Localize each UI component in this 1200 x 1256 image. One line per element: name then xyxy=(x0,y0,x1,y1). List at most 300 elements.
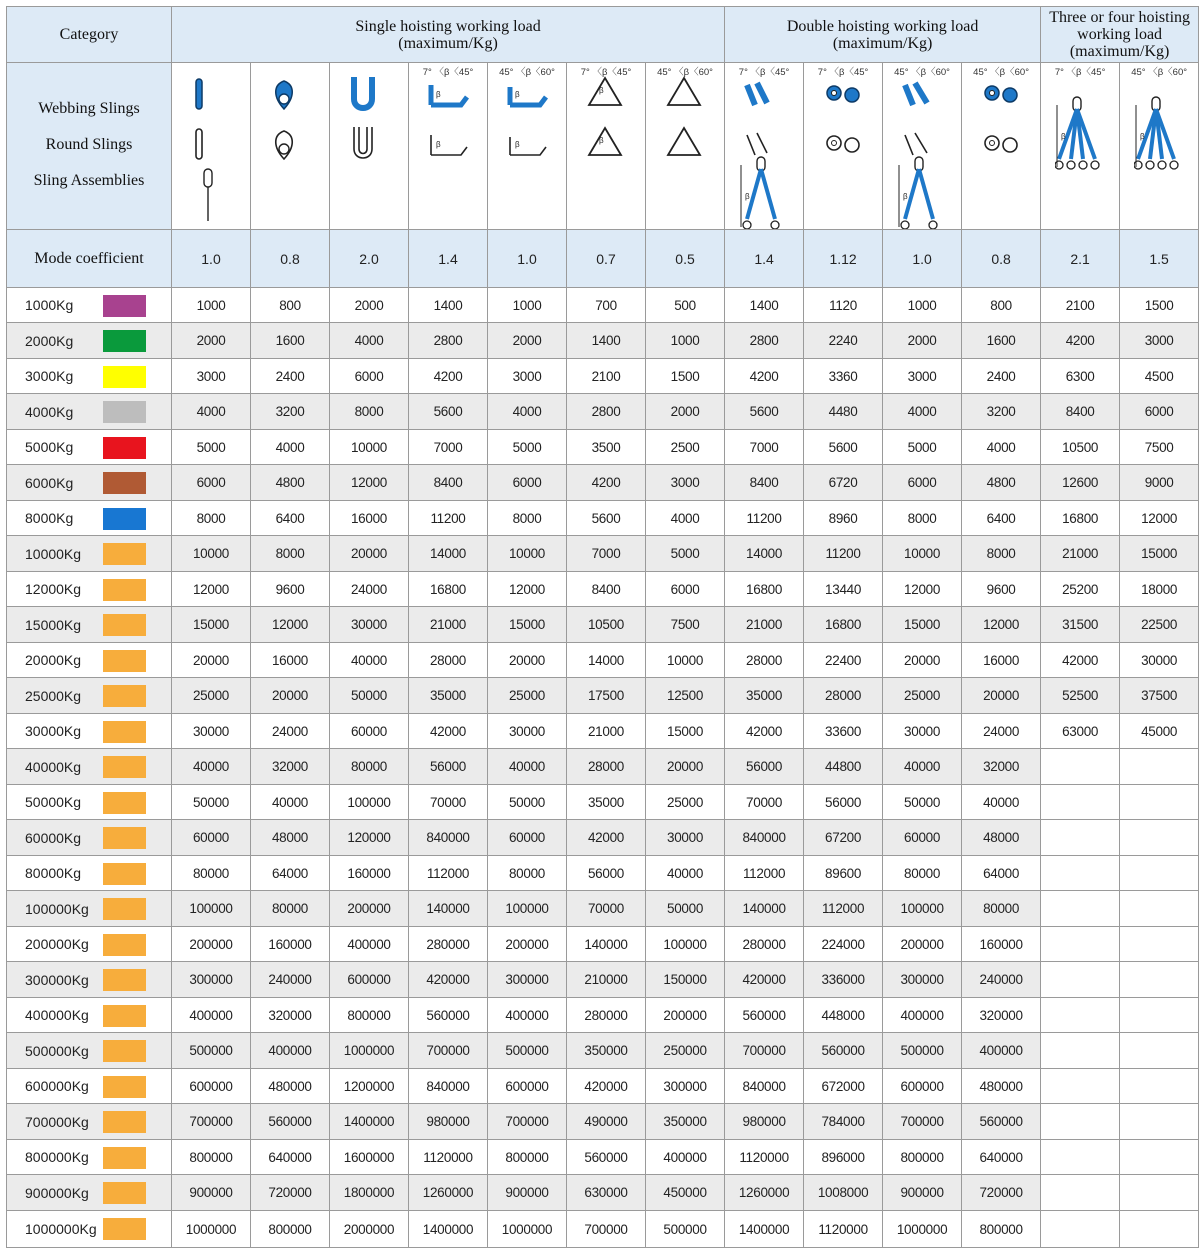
load-value-cell: 6300 xyxy=(1041,359,1120,394)
load-value-cell: 240000 xyxy=(962,962,1041,998)
load-value-cell xyxy=(1041,749,1120,785)
row-capacity-cell xyxy=(7,536,172,572)
load-value-cell: 60000 xyxy=(883,820,962,856)
load-value-cell: 50000 xyxy=(883,785,962,820)
angle-range-label: 45° 〈β〈60° xyxy=(894,67,950,78)
load-value-cell: 1120000 xyxy=(725,1140,804,1175)
load-value-cell: 1400000 xyxy=(409,1211,488,1248)
capacity-label: 1000Kg xyxy=(25,297,74,313)
load-value-cell: 1500 xyxy=(646,359,725,394)
webbing-sling-icon xyxy=(664,75,708,113)
load-value-cell: 5600 xyxy=(409,394,488,430)
load-value-cell: 60000 xyxy=(488,820,567,856)
category-header: Category xyxy=(7,7,172,63)
load-value-cell xyxy=(1120,962,1199,998)
load-value-cell: 300000 xyxy=(172,962,251,998)
three-four-title-line1: Three or four hoisting xyxy=(1049,9,1191,26)
table-row xyxy=(7,1175,1199,1211)
load-value-cell: 80000 xyxy=(251,891,330,927)
load-value-cell: 6000 xyxy=(646,572,725,607)
row-capacity-cell xyxy=(7,430,172,465)
load-value-cell: 28000 xyxy=(409,643,488,678)
load-value-cell: 160000 xyxy=(962,927,1041,962)
load-value-cell: 67200 xyxy=(804,820,883,856)
load-value-cell: 15000 xyxy=(1120,536,1199,572)
load-value-cell: 22400 xyxy=(804,643,883,678)
load-value-cell: 50000 xyxy=(488,785,567,820)
capacity-label: 60000Kg xyxy=(25,829,82,846)
color-code-swatch xyxy=(103,1040,146,1062)
table-row xyxy=(7,998,1199,1033)
load-value-cell: 400000 xyxy=(962,1033,1041,1069)
load-value-cell: 48000 xyxy=(962,820,1041,856)
load-value-cell: 500 xyxy=(646,288,725,323)
load-value-cell: 560000 xyxy=(962,1104,1041,1140)
load-value-cell: 1000 xyxy=(883,288,962,323)
row-capacity-cell xyxy=(7,394,172,430)
load-value-cell: 1000000 xyxy=(488,1211,567,1248)
load-value-cell: 5600 xyxy=(567,501,646,536)
load-value-cell: 700 xyxy=(567,288,646,323)
load-value-cell: 3000 xyxy=(1120,323,1199,359)
load-value-cell: 560000 xyxy=(409,998,488,1033)
load-value-cell: 4800 xyxy=(962,465,1041,501)
load-value-cell: 4500 xyxy=(1120,359,1199,394)
load-value-cell: 7000 xyxy=(567,536,646,572)
round-slings-label: Round Slings xyxy=(45,136,133,153)
round-sling-icon xyxy=(348,125,392,163)
load-value-cell xyxy=(1041,962,1120,998)
row-capacity-cell xyxy=(7,927,172,962)
load-value-cell xyxy=(1120,785,1199,820)
row-capacity-cell xyxy=(7,359,172,394)
svg-text:β: β xyxy=(436,90,441,99)
load-value-cell: 9000 xyxy=(1120,465,1199,501)
load-value-cell: 700000 xyxy=(488,1104,567,1140)
color-code-swatch xyxy=(103,437,146,459)
sling-diagram-col-8 xyxy=(725,63,804,230)
mode-coefficient-value: 1.0 xyxy=(172,230,251,288)
load-value-cell: 24000 xyxy=(251,714,330,749)
mode-coefficient-value: 1.0 xyxy=(883,230,962,288)
load-value-cell: 13440 xyxy=(804,572,883,607)
sling-diagram-col-2 xyxy=(251,63,330,230)
webbing-sling-icon xyxy=(822,75,866,113)
load-value-cell: 840000 xyxy=(725,820,804,856)
round-sling-icon xyxy=(585,125,629,163)
load-value-cell: 500000 xyxy=(883,1033,962,1069)
load-value-cell xyxy=(1120,1140,1199,1175)
load-value-cell: 100000 xyxy=(646,927,725,962)
load-value-cell: 6000 xyxy=(330,359,409,394)
svg-text:β: β xyxy=(599,136,604,145)
load-value-cell: 1600 xyxy=(962,323,1041,359)
capacity-label: 1000000Kg xyxy=(25,1221,97,1237)
load-value-cell: 140000 xyxy=(725,891,804,927)
single-hoisting-subtitle: (maximum/Kg) xyxy=(398,34,498,52)
table-row xyxy=(7,643,1199,678)
color-code-swatch xyxy=(103,827,146,849)
color-code-swatch xyxy=(103,330,146,352)
load-value-cell: 30000 xyxy=(883,714,962,749)
load-value-cell: 25000 xyxy=(172,678,251,714)
load-value-cell: 70000 xyxy=(725,785,804,820)
load-value-cell: 2800 xyxy=(725,323,804,359)
load-value-cell: 15000 xyxy=(883,607,962,643)
load-value-cell: 7500 xyxy=(646,607,725,643)
load-value-cell: 12000 xyxy=(488,572,567,607)
color-code-swatch xyxy=(103,579,146,601)
load-value-cell: 56000 xyxy=(409,749,488,785)
load-value-cell: 1800000 xyxy=(330,1175,409,1211)
load-value-cell: 800000 xyxy=(488,1140,567,1175)
load-value-cell: 896000 xyxy=(804,1140,883,1175)
load-value-cell xyxy=(1041,1211,1120,1248)
load-value-cell xyxy=(1120,856,1199,891)
load-value-cell: 240000 xyxy=(251,962,330,998)
load-value-cell: 160000 xyxy=(330,856,409,891)
load-value-cell: 2000 xyxy=(488,323,567,359)
load-value-cell: 720000 xyxy=(962,1175,1041,1211)
table-row xyxy=(7,678,1199,714)
load-value-cell: 16800 xyxy=(1041,501,1120,536)
sling-diagram-col-13 xyxy=(1120,63,1199,230)
color-code-swatch xyxy=(103,614,146,636)
load-value-cell: 1400 xyxy=(567,323,646,359)
load-value-cell: 1400000 xyxy=(725,1211,804,1248)
load-value-cell: 600000 xyxy=(488,1069,567,1104)
row-capacity-cell xyxy=(7,1211,172,1248)
four-leg-sling-assembly-icon xyxy=(1134,95,1180,175)
load-value-cell: 8000 xyxy=(251,536,330,572)
load-value-cell xyxy=(1120,1033,1199,1069)
mode-coefficient-value: 1.12 xyxy=(804,230,883,288)
row-capacity-cell xyxy=(7,1069,172,1104)
capacity-label: 100000Kg xyxy=(25,900,89,917)
load-value-cell: 1600 xyxy=(251,323,330,359)
load-value-cell: 4000 xyxy=(172,394,251,430)
load-value-cell: 4000 xyxy=(488,394,567,430)
load-value-cell: 45000 xyxy=(1120,714,1199,749)
table-row xyxy=(7,572,1199,607)
capacity-label: 15000Kg xyxy=(25,616,82,633)
load-value-cell: 400000 xyxy=(172,998,251,1033)
load-value-cell xyxy=(1041,1140,1120,1175)
angle-range-label: 45° 〈β〈60° xyxy=(973,67,1029,78)
color-code-swatch xyxy=(103,295,146,317)
load-value-cell: 12000 xyxy=(330,465,409,501)
load-value-cell: 200000 xyxy=(488,927,567,962)
table-row xyxy=(7,288,1199,323)
double-hoisting-header xyxy=(725,7,1041,63)
load-value-cell: 1400 xyxy=(409,288,488,323)
load-value-cell: 24000 xyxy=(962,714,1041,749)
load-value-cell: 2000 xyxy=(330,288,409,323)
load-value-cell: 8000 xyxy=(172,501,251,536)
load-value-cell: 40000 xyxy=(488,749,567,785)
load-value-cell: 2800 xyxy=(409,323,488,359)
load-value-cell: 448000 xyxy=(804,998,883,1033)
load-value-cell xyxy=(1041,1069,1120,1104)
color-code-swatch xyxy=(103,863,146,885)
load-value-cell: 10500 xyxy=(1041,430,1120,465)
table-row xyxy=(7,749,1199,785)
load-value-cell: 200000 xyxy=(646,998,725,1033)
load-value-cell: 100000 xyxy=(488,891,567,927)
row-capacity-cell xyxy=(7,678,172,714)
load-value-cell: 25200 xyxy=(1041,572,1120,607)
capacity-label: 2000Kg xyxy=(25,332,74,349)
load-value-cell: 33600 xyxy=(804,714,883,749)
load-value-cell xyxy=(1120,820,1199,856)
load-value-cell: 24000 xyxy=(330,572,409,607)
angle-range-label: 45° 〈β〈60° xyxy=(499,67,555,78)
load-value-cell: 1260000 xyxy=(725,1175,804,1211)
sling-diagram-col-10 xyxy=(883,63,962,230)
round-sling-icon xyxy=(822,125,866,163)
row-capacity-cell xyxy=(7,749,172,785)
table-row xyxy=(7,536,1199,572)
round-sling-icon xyxy=(427,125,471,163)
load-value-cell: 700000 xyxy=(725,1033,804,1069)
sling-diagram-col-7 xyxy=(646,63,725,230)
load-value-cell: 2100 xyxy=(1041,288,1120,323)
load-value-cell: 3500 xyxy=(567,430,646,465)
capacity-label: 40000Kg xyxy=(25,758,82,775)
load-value-cell: 112000 xyxy=(409,856,488,891)
capacity-label: 200000Kg xyxy=(25,936,89,952)
load-value-cell: 10500 xyxy=(567,607,646,643)
load-value-cell: 12000 xyxy=(172,572,251,607)
load-value-cell: 2000 xyxy=(883,323,962,359)
load-value-cell: 560000 xyxy=(251,1104,330,1140)
load-value-cell: 400000 xyxy=(646,1140,725,1175)
load-value-cell: 800 xyxy=(962,288,1041,323)
table-row xyxy=(7,501,1199,536)
row-capacity-cell xyxy=(7,856,172,891)
table-row xyxy=(7,962,1199,998)
capacity-label: 800000Kg xyxy=(25,1149,89,1165)
svg-text:β: β xyxy=(1140,132,1145,141)
load-value-cell: 15000 xyxy=(488,607,567,643)
load-value-cell: 52500 xyxy=(1041,678,1120,714)
load-value-cell: 8960 xyxy=(804,501,883,536)
load-value-cell: 20000 xyxy=(883,643,962,678)
color-code-swatch xyxy=(103,650,146,672)
load-value-cell: 64000 xyxy=(251,856,330,891)
load-value-cell xyxy=(1120,927,1199,962)
angle-range-label: 45° 〈β〈60° xyxy=(657,67,713,78)
load-value-cell: 16800 xyxy=(725,572,804,607)
load-value-cell: 14000 xyxy=(409,536,488,572)
color-code-swatch xyxy=(103,543,146,565)
load-value-cell: 800000 xyxy=(962,1211,1041,1248)
load-value-cell: 48000 xyxy=(251,820,330,856)
load-value-cell: 6400 xyxy=(251,501,330,536)
load-value-cell: 80000 xyxy=(172,856,251,891)
load-value-cell: 8400 xyxy=(1041,394,1120,430)
capacity-label: 500000Kg xyxy=(25,1042,89,1059)
load-value-cell: 63000 xyxy=(1041,714,1120,749)
load-value-cell: 64000 xyxy=(962,856,1041,891)
load-value-cell: 600000 xyxy=(330,962,409,998)
load-value-cell: 3000 xyxy=(646,465,725,501)
load-value-cell: 2000 xyxy=(172,323,251,359)
load-value-cell xyxy=(1120,1175,1199,1211)
load-value-cell: 16000 xyxy=(962,643,1041,678)
load-value-cell: 32000 xyxy=(251,749,330,785)
double-hoisting-title: Double hoisting working load xyxy=(786,17,979,35)
load-value-cell: 980000 xyxy=(409,1104,488,1140)
row-capacity-cell xyxy=(7,891,172,927)
capacity-label: 4000Kg xyxy=(25,403,74,420)
double-hoisting-subtitle: (maximum/Kg) xyxy=(832,34,933,52)
angle-range-label: 7° 〈β〈45° xyxy=(422,67,474,78)
sling-load-table xyxy=(6,6,1199,1248)
load-value-cell xyxy=(1120,1211,1199,1248)
capacity-label: 30000Kg xyxy=(25,723,82,739)
webbing-sling-icon xyxy=(901,75,945,113)
load-value-cell: 280000 xyxy=(725,927,804,962)
load-value-cell: 4000 xyxy=(883,394,962,430)
load-value-cell: 2800 xyxy=(567,394,646,430)
load-value-cell: 900000 xyxy=(883,1175,962,1211)
load-value-cell: 10000 xyxy=(330,430,409,465)
table-row xyxy=(7,820,1199,856)
load-value-cell: 40000 xyxy=(646,856,725,891)
load-value-cell: 112000 xyxy=(725,856,804,891)
load-value-cell: 50000 xyxy=(646,891,725,927)
color-code-swatch xyxy=(103,508,146,530)
load-value-cell: 640000 xyxy=(962,1140,1041,1175)
load-value-cell: 4200 xyxy=(567,465,646,501)
load-value-cell: 560000 xyxy=(725,998,804,1033)
angle-range-label: 7° 〈β〈45° xyxy=(738,67,790,78)
load-value-cell: 20000 xyxy=(251,678,330,714)
load-value-cell: 700000 xyxy=(409,1033,488,1069)
load-value-cell: 40000 xyxy=(883,749,962,785)
load-value-cell: 12500 xyxy=(646,678,725,714)
sling-diagram-col-1 xyxy=(172,63,251,230)
load-value-cell: 14000 xyxy=(567,643,646,678)
load-value-cell: 400000 xyxy=(330,927,409,962)
row-capacity-cell xyxy=(7,465,172,501)
load-value-cell: 1000000 xyxy=(883,1211,962,1248)
load-value-cell: 5000 xyxy=(172,430,251,465)
load-value-cell: 14000 xyxy=(725,536,804,572)
table-row xyxy=(7,856,1199,891)
load-value-cell: 8000 xyxy=(488,501,567,536)
row-capacity-cell xyxy=(7,323,172,359)
color-code-swatch xyxy=(103,1005,146,1027)
load-value-cell: 450000 xyxy=(646,1175,725,1211)
load-value-cell: 1260000 xyxy=(409,1175,488,1211)
load-value-cell: 840000 xyxy=(725,1069,804,1104)
load-value-cell: 400000 xyxy=(883,998,962,1033)
mode-coefficient-value: 0.8 xyxy=(962,230,1041,288)
webbing-slings-label: Webbing Slings xyxy=(38,100,140,117)
round-sling-icon xyxy=(269,125,313,163)
load-value-cell: 320000 xyxy=(251,998,330,1033)
load-value-cell: 42000 xyxy=(725,714,804,749)
load-value-cell: 30000 xyxy=(172,714,251,749)
mode-coefficient-value: 2.0 xyxy=(330,230,409,288)
svg-text:β: β xyxy=(599,86,604,95)
load-value-cell xyxy=(1041,1033,1120,1069)
load-value-cell: 4000 xyxy=(251,430,330,465)
load-value-cell: 630000 xyxy=(567,1175,646,1211)
load-value-cell: 6000 xyxy=(883,465,962,501)
load-value-cell xyxy=(1041,891,1120,927)
load-value-cell: 100000 xyxy=(883,891,962,927)
load-value-cell: 80000 xyxy=(488,856,567,891)
load-value-cell: 900000 xyxy=(488,1175,567,1211)
load-value-cell: 10000 xyxy=(172,536,251,572)
sling-assemblies-label: Sling Assemblies xyxy=(33,172,145,189)
load-value-cell: 28000 xyxy=(567,749,646,785)
mode-coefficient-value: 1.4 xyxy=(725,230,804,288)
row-capacity-cell xyxy=(7,998,172,1033)
sling-diagram-col-9 xyxy=(804,63,883,230)
capacity-label: 600000Kg xyxy=(25,1078,89,1094)
load-value-cell: 3200 xyxy=(251,394,330,430)
row-capacity-cell xyxy=(7,643,172,678)
row-capacity-cell xyxy=(7,714,172,749)
load-value-cell: 9600 xyxy=(251,572,330,607)
load-value-cell: 50000 xyxy=(330,678,409,714)
load-value-cell: 8400 xyxy=(567,572,646,607)
load-value-cell: 2400 xyxy=(251,359,330,394)
mode-coefficient-value: 1.5 xyxy=(1120,230,1199,288)
round-sling-icon xyxy=(980,125,1024,163)
sling-assembly-icon xyxy=(739,155,785,230)
load-value-cell: 1200000 xyxy=(330,1069,409,1104)
single-hoisting-header xyxy=(172,7,725,63)
load-value-cell: 4800 xyxy=(251,465,330,501)
load-value-cell: 1400000 xyxy=(330,1104,409,1140)
load-value-cell: 1000 xyxy=(488,288,567,323)
table-row xyxy=(7,607,1199,643)
four-leg-sling-assembly-icon xyxy=(1055,95,1101,175)
load-value-cell: 140000 xyxy=(409,891,488,927)
color-code-swatch xyxy=(103,1218,146,1240)
load-value-cell: 32000 xyxy=(962,749,1041,785)
load-value-cell: 6400 xyxy=(962,501,1041,536)
load-value-cell: 15000 xyxy=(172,607,251,643)
capacity-label: 10000Kg xyxy=(25,545,82,562)
load-value-cell: 30000 xyxy=(488,714,567,749)
row-capacity-cell xyxy=(7,607,172,643)
load-value-cell: 10000 xyxy=(883,536,962,572)
sling-assembly-icon xyxy=(897,155,943,230)
load-value-cell: 300000 xyxy=(883,962,962,998)
load-value-cell: 44800 xyxy=(804,749,883,785)
color-code-swatch xyxy=(103,366,146,388)
load-value-cell: 420000 xyxy=(567,1069,646,1104)
load-value-cell: 224000 xyxy=(804,927,883,962)
capacity-label: 400000Kg xyxy=(25,1007,89,1023)
load-value-cell: 420000 xyxy=(725,962,804,998)
load-value-cell: 840000 xyxy=(409,1069,488,1104)
svg-text:β: β xyxy=(1061,132,1066,141)
sling-diagram-col-5 xyxy=(488,63,567,230)
load-value-cell: 20000 xyxy=(330,536,409,572)
load-value-cell: 1000 xyxy=(646,323,725,359)
load-value-cell xyxy=(1120,1069,1199,1104)
load-value-cell: 2000 xyxy=(646,394,725,430)
load-value-cell: 56000 xyxy=(804,785,883,820)
load-value-cell: 12000 xyxy=(251,607,330,643)
